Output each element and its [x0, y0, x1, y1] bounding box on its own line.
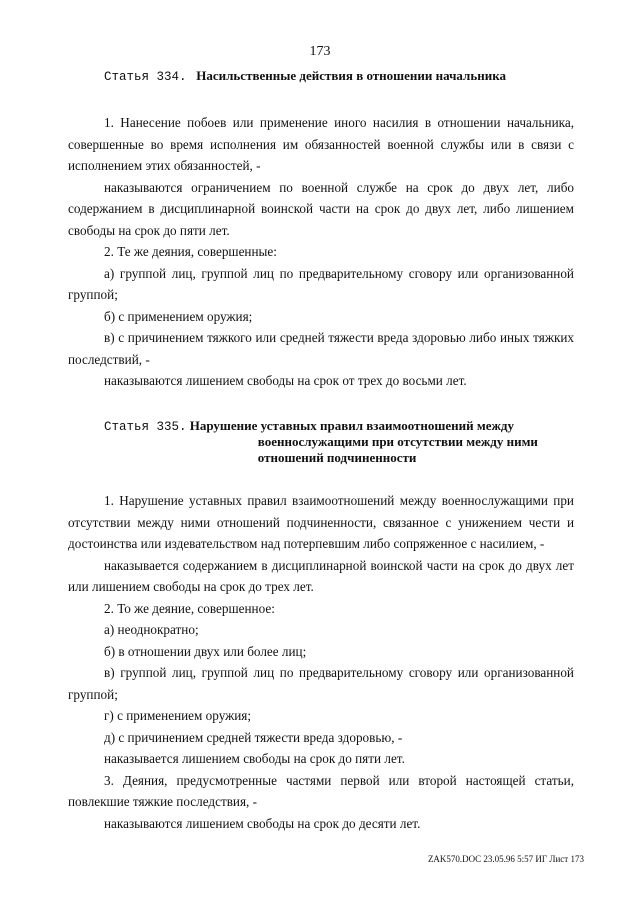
paragraph: а) неоднократно; — [104, 622, 199, 637]
article-335-label: Статья 335. — [104, 420, 187, 434]
paragraph: наказываются лишением свободы на срок до десяти лет. — [104, 815, 421, 831]
document-footer: ZAK570.DOC 23.05.96 5:57 ИГ Лист 173 — [427, 854, 584, 864]
article-335-body — [68, 490, 574, 834]
paragraph: д) с причинением средней тяжести вреда здоровью, - — [104, 729, 403, 745]
article-334-heading — [104, 68, 574, 85]
paragraph: 1. Нанесение побоев или применение иного насилия в отношении начальника, совершенные во время исполнения им обязанностей военной службы или в связи с исполнением этих обязанностей, - — [68, 115, 574, 173]
paragraph: г) с применением оружия; — [104, 708, 252, 723]
article-335-heading — [104, 418, 574, 466]
paragraph: наказывается содержанием в дисциплинарной воинской части на срок до двух лет или лишением свободы на срок до трех лет. — [68, 557, 574, 594]
paragraph: в) группой лиц, группой лиц по предварительному сговору или организованной группой; — [68, 665, 574, 702]
page-number: 173 — [309, 44, 331, 59]
paragraph: б) с применением оружия; — [104, 308, 253, 324]
paragraph: наказывается лишением свободы на срок до пяти лет. — [104, 751, 405, 766]
paragraph: 2. Те же деяния, совершенные: — [104, 244, 277, 259]
paragraph: 1. Нарушение уставных правил взаимоотношений между военнослужащими при отсутствии между ними отношений подчиненности, связанное с унижением чести и достоинства или издевательством над потерпевшим либо сопряженное с насилием, - — [68, 493, 574, 551]
article-335-title-line-2: военнослужащими при отсутствии между ними — [257, 434, 538, 449]
paragraph: б) в отношении двух или более лиц; — [104, 643, 307, 659]
paragraph: 2. То же деяние, совершенное: — [104, 600, 275, 616]
article-334-label: Статья 334. — [104, 70, 187, 84]
article-334-title: Насильственные действия в отношении начальника — [196, 68, 506, 83]
article-334-body — [68, 112, 574, 392]
article-335-title-line-1: Нарушение уставных правил взаимоотношений между — [189, 418, 514, 433]
paragraph: а) группой лиц, группой лиц по предварительному сговору или организованной группой; — [68, 265, 574, 302]
paragraph: 3. Деяния, предусмотренные частями первой или второй настоящей статьи, повлекшие тяжкие последствия, - — [68, 772, 574, 809]
paragraph: наказываются лишением свободы на срок от трех до восьми лет. — [104, 373, 467, 388]
article-335-title-line-3: отношений подчиненности — [257, 450, 417, 465]
paragraph: в) с причинением тяжкого или средней тяжести вреда здоровью либо иных тяжких последствий, - — [68, 330, 574, 367]
article-335-title — [190, 418, 562, 466]
paragraph: наказываются ограничением по военной службе на срок до двух лет, либо содержанием в дисциплинарной воинской части на срок до двух лет, либо лишением свободы на срок до пяти лет. — [68, 179, 574, 238]
